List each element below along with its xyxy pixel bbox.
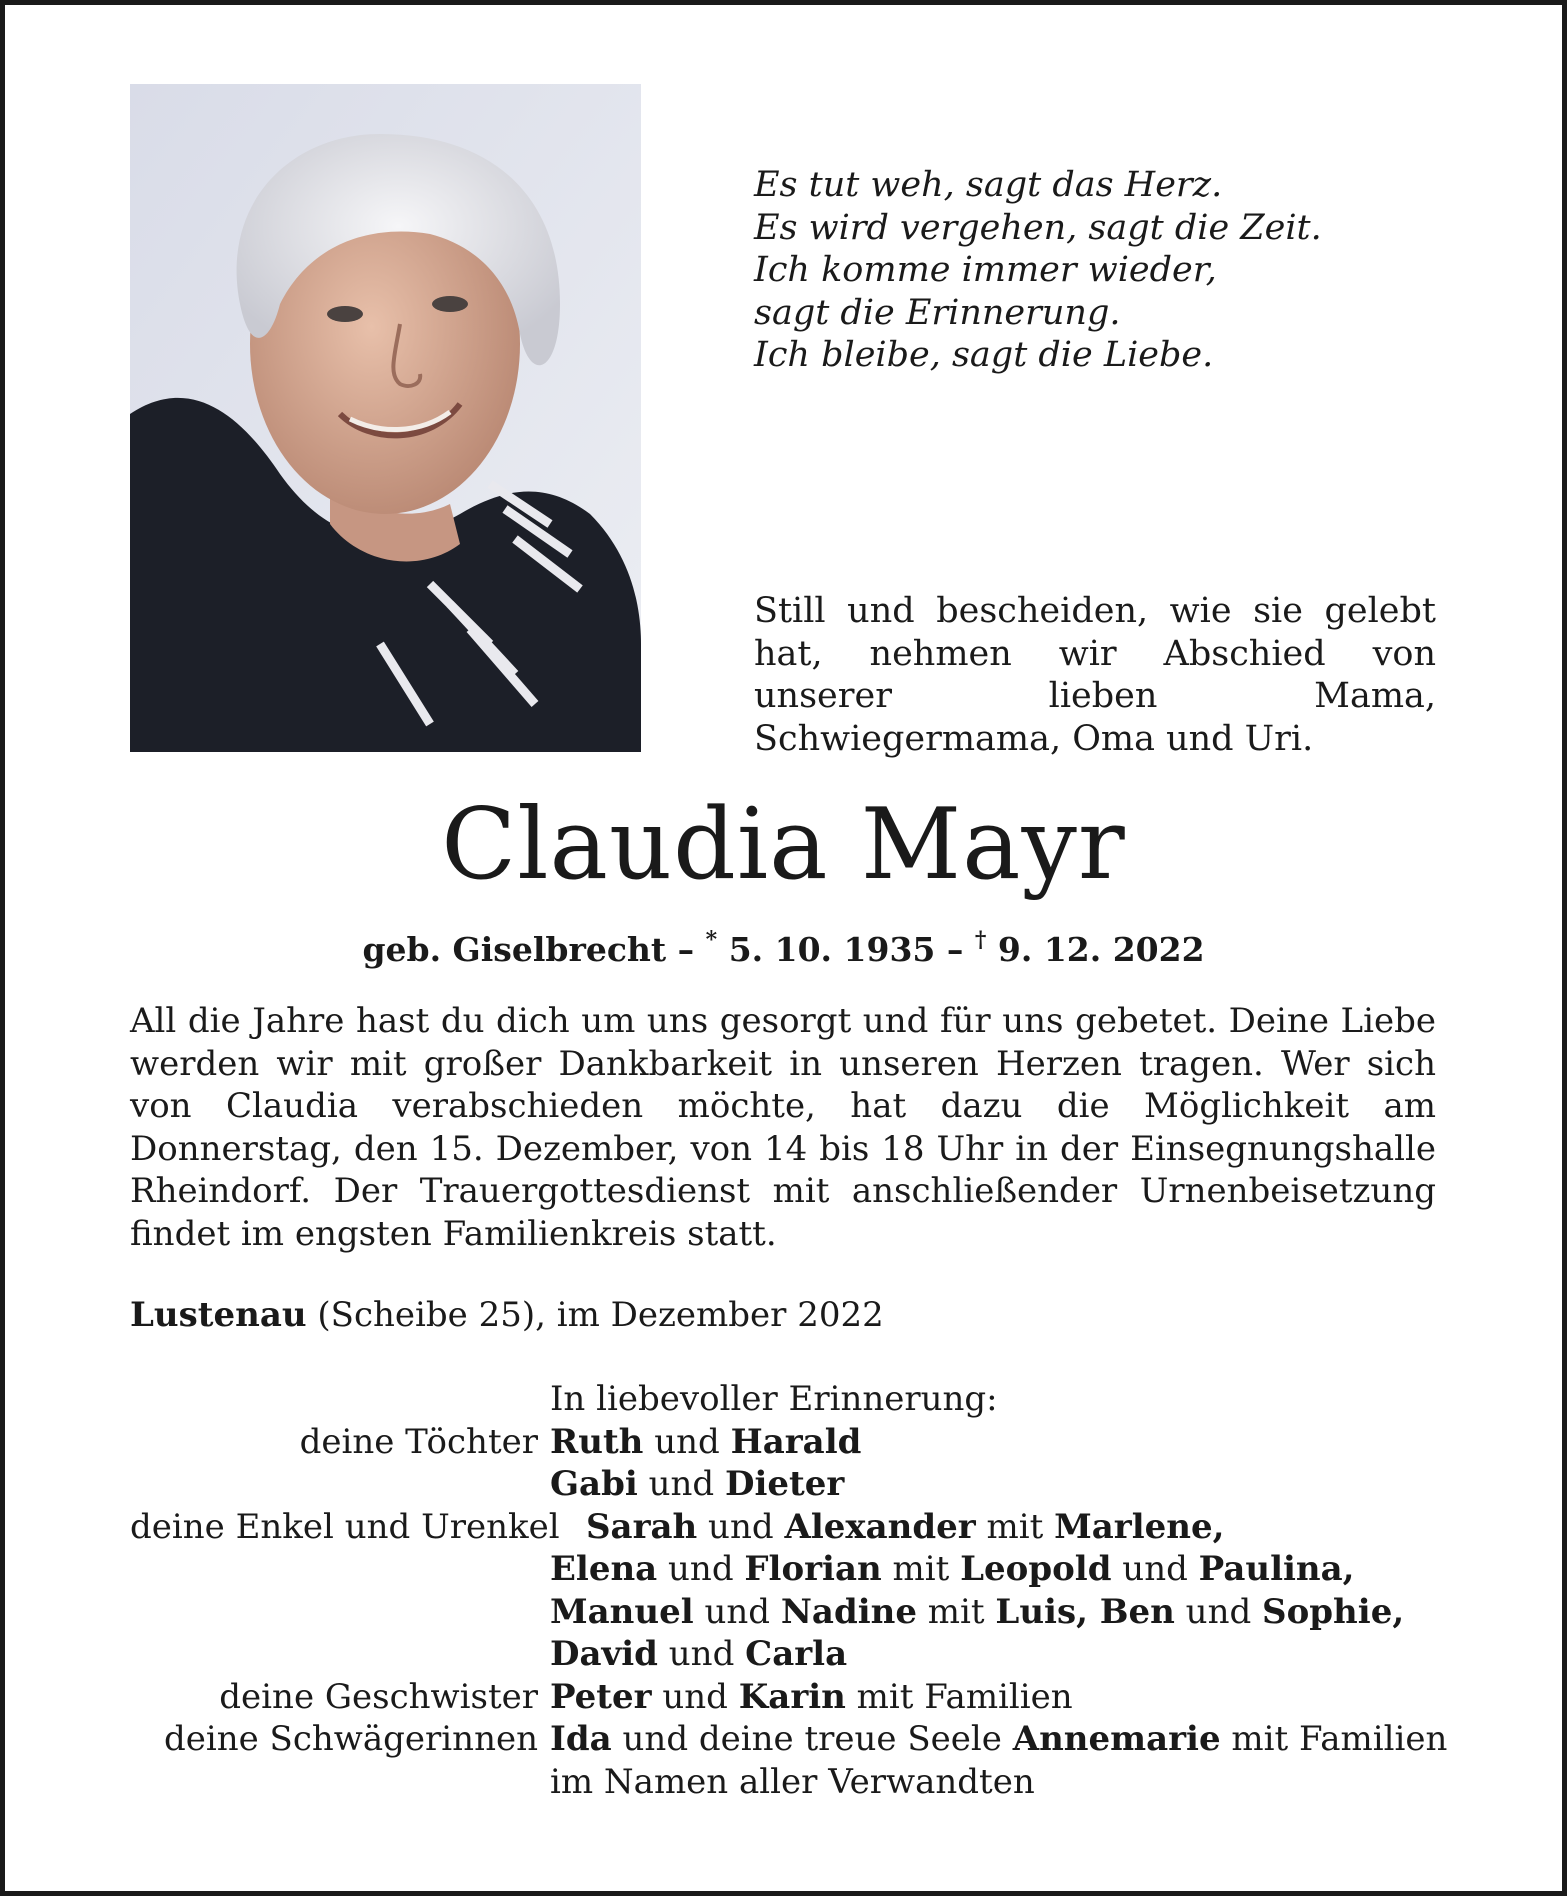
mourner-relation-label bbox=[130, 1761, 550, 1804]
mourner-connector: und bbox=[643, 1421, 731, 1462]
mourner-name: Sophie, bbox=[1262, 1591, 1405, 1632]
mourner-connector: mit bbox=[881, 1549, 961, 1589]
mourner-relation-label bbox=[130, 1463, 550, 1506]
mourner-row bbox=[130, 1463, 1450, 1506]
mourner-name: David bbox=[550, 1634, 658, 1674]
mourner-names bbox=[550, 1421, 861, 1464]
mourner-groups bbox=[130, 1421, 1450, 1804]
birth-name: geb. Giselbrecht bbox=[362, 930, 667, 969]
mourner-row bbox=[130, 1676, 1450, 1719]
mourners-heading-row bbox=[130, 1378, 1450, 1421]
mourner-connector: und bbox=[657, 1549, 745, 1589]
poem-line: Ich bleibe, sagt die Liebe. bbox=[754, 335, 1214, 375]
mourner-names bbox=[550, 1718, 1447, 1761]
mourners-list bbox=[130, 1378, 1450, 1803]
death-symbol: † bbox=[974, 927, 987, 953]
mourner-name: Elena bbox=[550, 1549, 658, 1589]
mourners-heading: In liebevoller Erinnerung: bbox=[550, 1379, 998, 1419]
mourner-connector: und bbox=[657, 1634, 746, 1674]
mourner-row bbox=[130, 1506, 1450, 1549]
mourner-connector: mit bbox=[975, 1506, 1055, 1547]
deceased-name: Claudia Mayr bbox=[441, 788, 1126, 902]
mourner-names bbox=[550, 1633, 847, 1676]
death-date: 9. 12. 2022 bbox=[997, 930, 1205, 969]
mourner-relation-label: deine Schwägerinnen bbox=[163, 1719, 538, 1759]
mourner-name: Gabi bbox=[550, 1464, 638, 1504]
life-dates: geb. Giselbrecht – * 5. 10. 1935 – † 9. 12. 2022 bbox=[362, 927, 1205, 969]
mourner-relation-label: deine Enkel und Urenkel bbox=[130, 1506, 560, 1547]
spacer bbox=[130, 1378, 550, 1421]
mourner-connector: und deine treue Seele bbox=[611, 1719, 1013, 1759]
mourner-connector: und bbox=[637, 1464, 725, 1504]
mourner-name: Luis, Ben bbox=[995, 1591, 1175, 1632]
portrait-photo bbox=[130, 84, 641, 752]
mourner-name: Marlene, bbox=[1054, 1506, 1225, 1547]
mourner-name: Leopold bbox=[960, 1549, 1112, 1589]
mourner-name: Dieter bbox=[724, 1464, 845, 1504]
mourner-connector: und bbox=[1111, 1549, 1199, 1589]
mourner-connector: mit Familien bbox=[845, 1676, 1073, 1717]
mourner-row bbox=[130, 1718, 1450, 1761]
place-address: (Scheibe 25), im Dezember 2022 bbox=[317, 1295, 884, 1335]
poem-line: Ich komme immer wieder, bbox=[754, 250, 1217, 290]
mourner-relation-label bbox=[130, 1591, 550, 1634]
mourner-connector: und bbox=[651, 1676, 739, 1717]
birth-date: 5. 10. 1935 bbox=[728, 930, 936, 969]
mourner-relation-label: deine Geschwister bbox=[219, 1676, 538, 1717]
mourner-row bbox=[130, 1591, 1450, 1634]
mourner-connector: und bbox=[693, 1591, 781, 1632]
mourner-names bbox=[550, 1591, 1404, 1634]
poem-line: sagt die Erinnerung. bbox=[754, 292, 1121, 333]
mourner-connector: im Namen aller Verwandten bbox=[550, 1761, 1035, 1802]
mourner-names bbox=[550, 1548, 1355, 1591]
place-town: Lustenau bbox=[130, 1295, 307, 1335]
mourner-name: Peter bbox=[550, 1676, 652, 1717]
mourner-connector: mit Familien bbox=[1220, 1719, 1448, 1759]
mourner-connector: mit bbox=[917, 1591, 996, 1632]
intro-text: Still und bescheiden, wie sie gelebt hat, nehmen wir Abschied von unserer lieben Mama, Schwiegermama, Oma und Uri. bbox=[754, 591, 1436, 759]
mourner-row bbox=[130, 1761, 1450, 1804]
mourner-name: Karin bbox=[738, 1676, 846, 1717]
mourner-names bbox=[550, 1761, 1035, 1804]
birth-symbol: * bbox=[705, 927, 718, 953]
mourner-relation-label: deine Töchter bbox=[299, 1421, 538, 1462]
mourner-row bbox=[130, 1548, 1450, 1591]
mourner-name: Sarah bbox=[586, 1506, 698, 1547]
poem bbox=[754, 164, 1322, 377]
mourner-row bbox=[130, 1421, 1450, 1464]
poem-line: Es wird vergehen, sagt die Zeit. bbox=[754, 207, 1322, 248]
mourner-name: Harald bbox=[730, 1421, 862, 1462]
mourner-relation-label bbox=[130, 1633, 550, 1676]
mourner-name: Annemarie bbox=[1012, 1719, 1221, 1759]
place-date bbox=[130, 1294, 884, 1337]
mourner-name: Alexander bbox=[784, 1506, 976, 1547]
mourner-name: Nadine bbox=[780, 1591, 917, 1632]
mourner-relation-label bbox=[130, 1548, 550, 1591]
mourner-names bbox=[550, 1676, 1073, 1719]
mourner-name: Ida bbox=[550, 1719, 612, 1759]
mourner-connector: und bbox=[1174, 1591, 1263, 1632]
mourner-name: Carla bbox=[745, 1634, 848, 1674]
mourner-name: Manuel bbox=[550, 1591, 694, 1632]
mourner-names bbox=[550, 1506, 1224, 1549]
mourner-name: Florian bbox=[744, 1549, 882, 1589]
body-text: All die Jahre hast du dich um uns gesorgt und für uns gebetet. Deine Liebe werden wir mit großer Dankbarkeit in unseren Herzen tragen. Wer sich von Claudia verabschieden möchte, hat dazu die Möglichkeit am Donnerstag, den 15. Dezember, von 14 bis 18 Uhr in der Einsegnungshalle Rheindorf. Der Trauergottesdienst mit anschließender Urnenbeisetzung findet im engsten Familienkreis statt. bbox=[130, 1001, 1436, 1254]
mourner-names bbox=[550, 1463, 844, 1506]
mourner-name: Paulina, bbox=[1198, 1549, 1355, 1589]
poem-line: Es tut weh, sagt das Herz. bbox=[754, 165, 1223, 205]
mourner-name: Ruth bbox=[550, 1421, 644, 1462]
mourner-row bbox=[130, 1633, 1450, 1676]
mourner-connector: und bbox=[697, 1506, 785, 1547]
